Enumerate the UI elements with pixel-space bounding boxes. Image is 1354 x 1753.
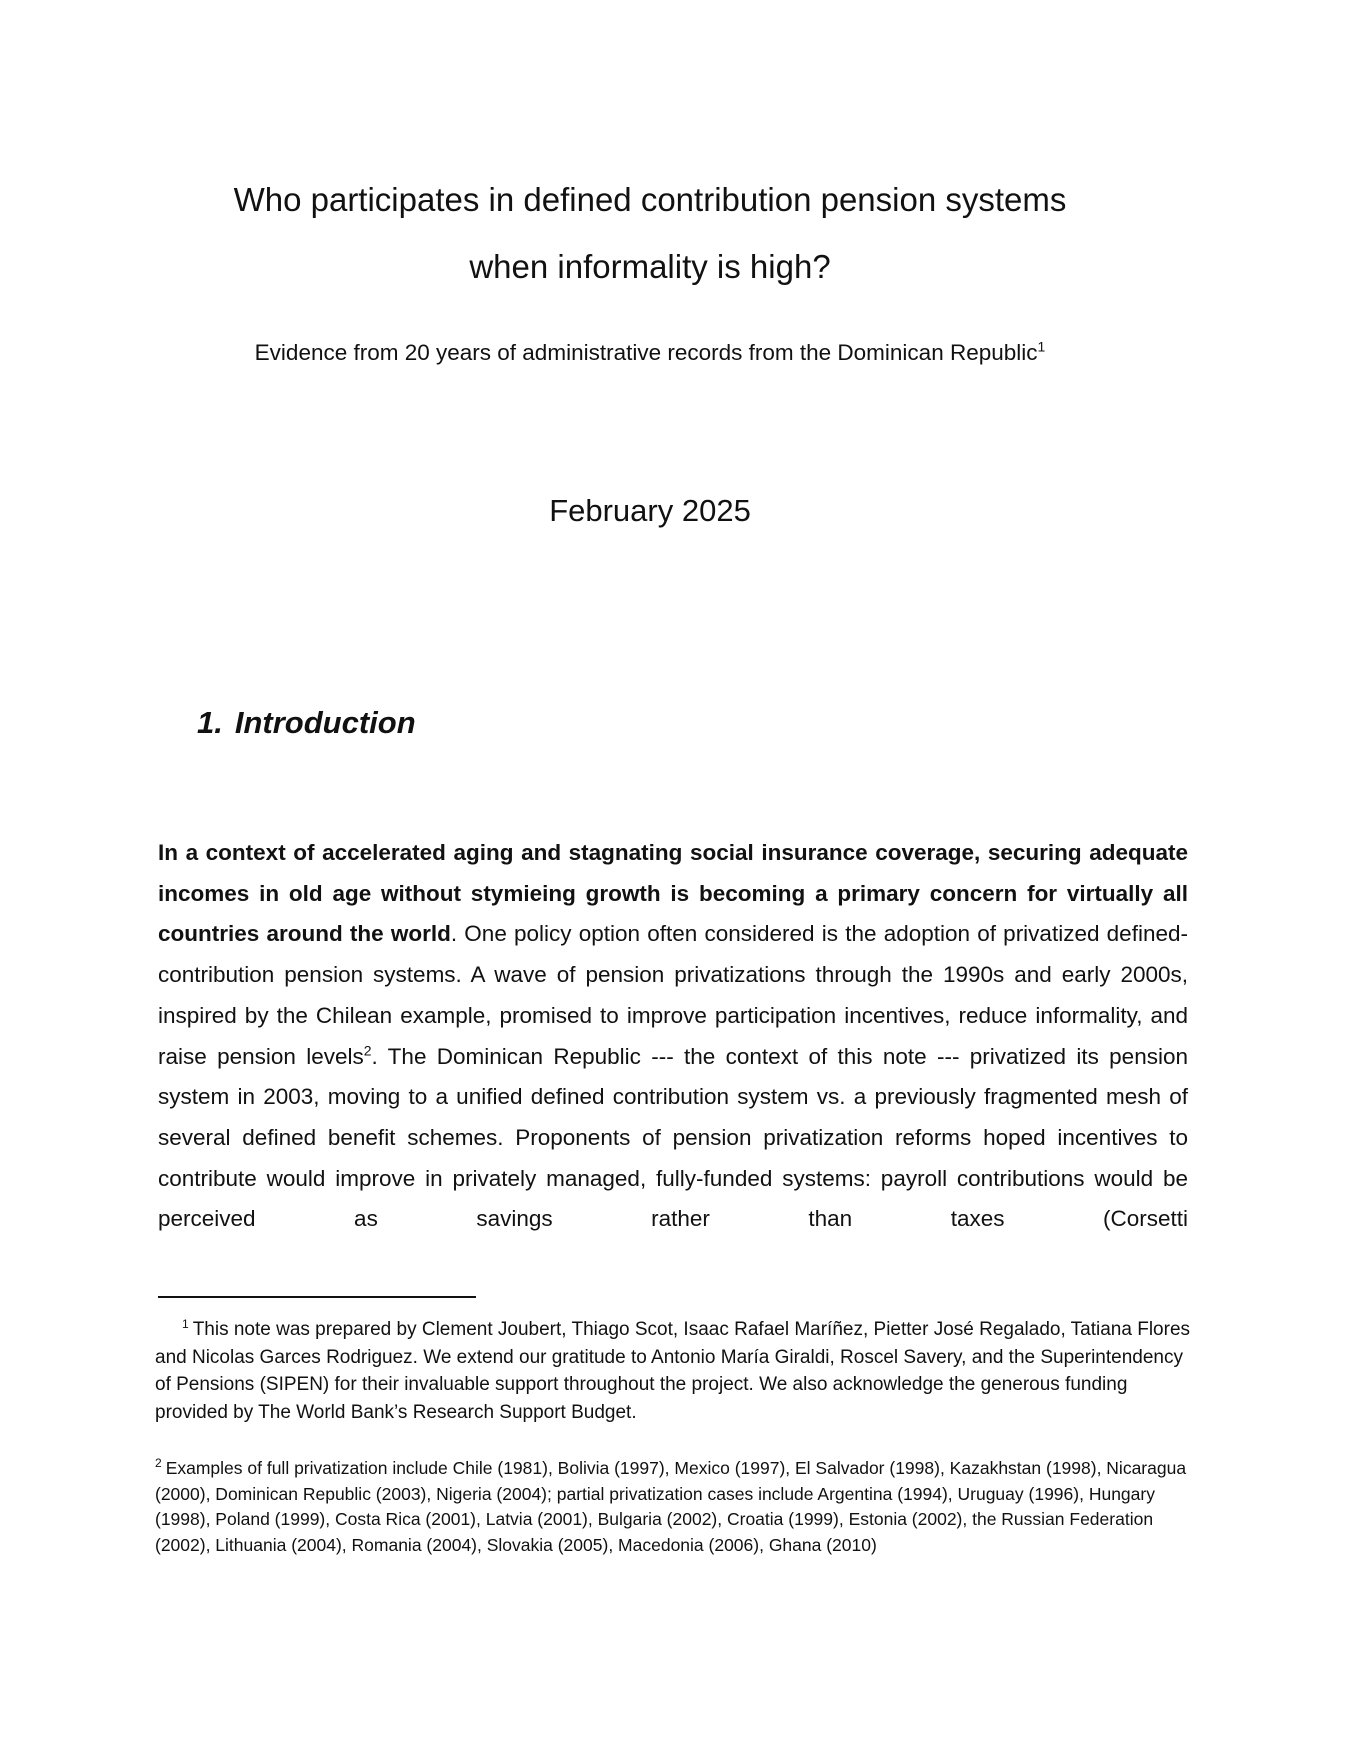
footnote-1-mark: 1 xyxy=(182,1316,189,1331)
document-title-line-2: when informality is high? xyxy=(469,248,831,285)
footnote-2-mark: 2 xyxy=(155,1456,162,1471)
footnote-1-text: This note was prepared by Clement Joubert, Thiago Scot, Isaac Rafael Maríñez, Pietter José Regalado, Tatiana Flores and Nicolas Garces Rodriguez. We extend our gratitude to Antonio María Giraldi, Roscel Savery, and the Superintendency of Pensions (SIPEN) for their invaluable support throughout the project. We also acknowledge the generous funding provided by The World Bank’s Research Support Budget. xyxy=(155,1319,1191,1423)
document-subtitle xyxy=(0,338,1300,368)
paragraph-text-part-1: . One policy option often considered is the adoption of privatized defined-contribution pension systems. A wave of pension privatizations through the 1990s and early 2000s, inspired by the Chilean example, promised to improve participation incentives, reduce informality, and raise pension levels xyxy=(158,921,1188,1069)
paragraph-bold-lead: In a context of accelerated aging and stagnating social insurance coverage, securing adequate incomes in old age without stymieing growth is becoming a primary concern for virtually all countries around the world xyxy=(158,840,1188,947)
intro-paragraph xyxy=(158,833,1188,1240)
section-heading xyxy=(197,703,416,743)
footnote-ref-1[interactable]: 1 xyxy=(1037,338,1046,355)
paragraph-text-part-2: . The Dominican Republic --- the context of this note --- privatized its pension system in 2003, moving to a unified defined contribution system vs. a previously fragmented mesh of several defined benefit schemes. Proponents of pension privatization reforms hoped incentives to contribute would improve in privately managed, fully-funded systems: payroll contributions would be perceived as savings rather than taxes (Corsetti xyxy=(158,1043,1188,1232)
footnote-1 xyxy=(155,1316,1190,1426)
footnote-2-text: Examples of full privatization include Chile (1981), Bolivia (1997), Mexico (1997), El Salvador (1998), Kazakhstan (1998), Nicaragua (2000), Dominican Republic (2003), Nigeria (2004); partial privatization cases include Argentina (1994), Uruguay (1996), Hungary (1998), Poland (1999), Costa Rica (2001), Latvia (2001), Bulgaria (2002), Croatia (1999), Estonia (2002), the Russian Federation (2002), Lithuania (2004), Romania (2004), Slovakia (2005), Macedonia (2006), Ghana (2010) xyxy=(155,1458,1187,1555)
subtitle-text: Evidence from 20 years of administrative records from the Dominican Republic xyxy=(254,340,1038,365)
document-date: February 2025 xyxy=(549,493,751,528)
document-title-line-1: Who participates in defined contribution pension systems xyxy=(233,181,1067,218)
section-title: Introduction xyxy=(234,705,416,740)
footnote-separator xyxy=(158,1296,476,1298)
section-number: 1. xyxy=(197,705,223,740)
footnote-2 xyxy=(155,1456,1190,1558)
footnote-ref-2[interactable]: 2 xyxy=(363,1042,372,1059)
